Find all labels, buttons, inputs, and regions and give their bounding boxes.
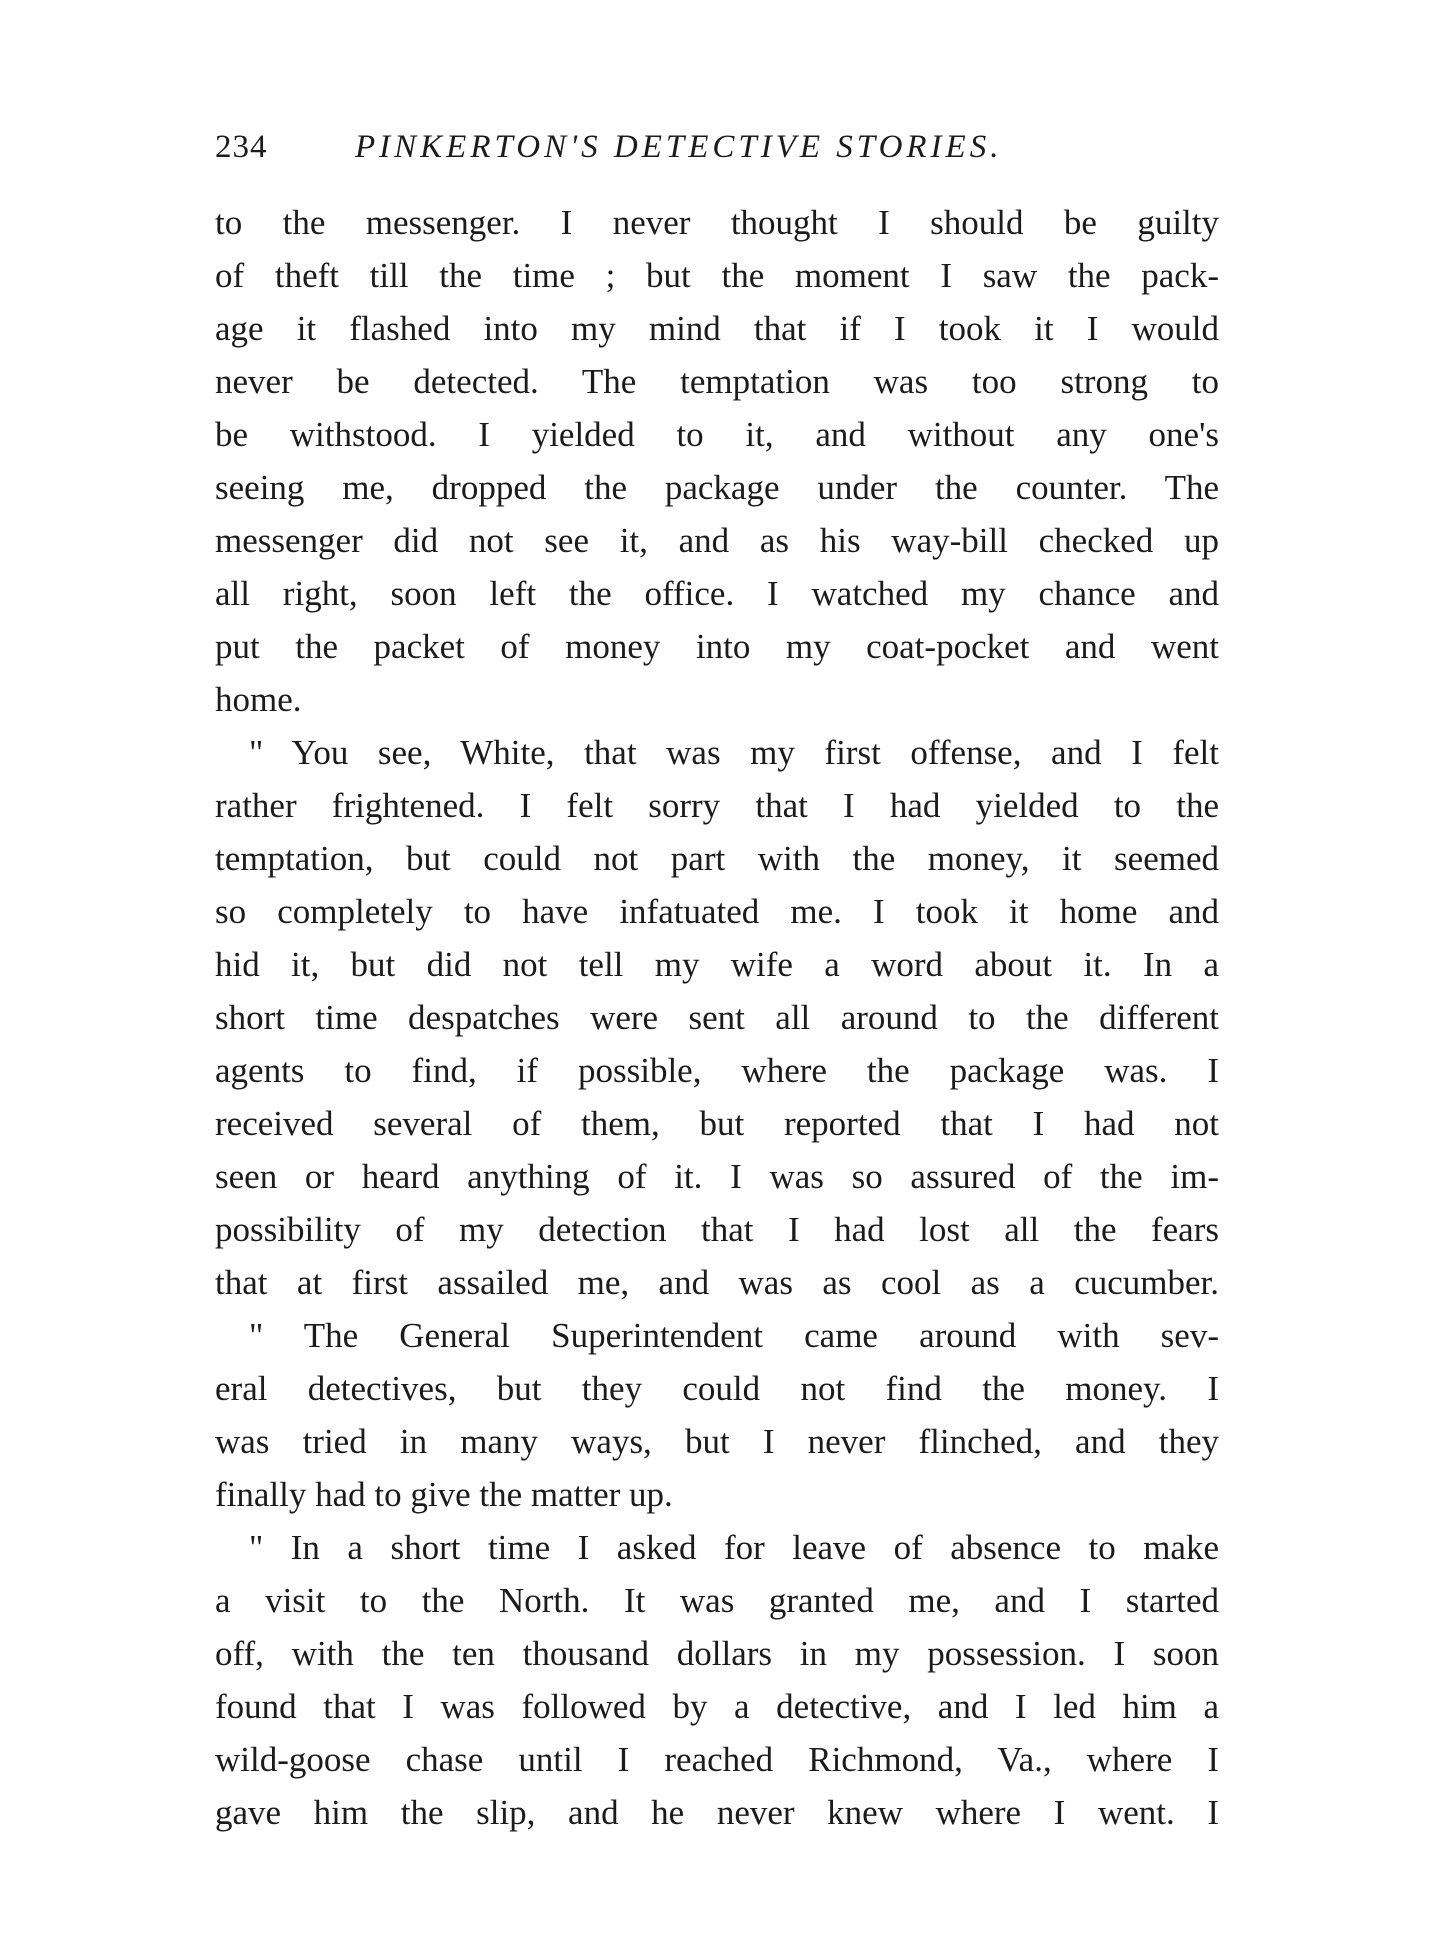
text-line: agents to find, if possible, where the package was. I bbox=[215, 1051, 1219, 1090]
text-line: finally had to give the matter up. bbox=[215, 1475, 673, 1514]
text-line: never be detected. The temptation was too strong to bbox=[215, 362, 1219, 401]
text-line: temptation, but could not part with the money, it seemed bbox=[215, 839, 1219, 878]
text-line: be withstood. I yielded to it, and without any one's bbox=[215, 415, 1219, 454]
text-line: received several of them, but reported that I had not bbox=[215, 1104, 1219, 1143]
text-line: found that I was followed by a detective, and I led him a bbox=[215, 1687, 1219, 1726]
text-line: wild-goose chase until I reached Richmond, Va., where I bbox=[215, 1740, 1219, 1779]
paragraph-3 bbox=[215, 1309, 1219, 1521]
text-line: of theft till the time ; but the moment I saw the pack- bbox=[215, 256, 1219, 295]
text-line: short time despatches were sent all around to the different bbox=[215, 998, 1219, 1037]
text-line: that at first assailed me, and was as cool as a cucumber. bbox=[215, 1263, 1219, 1302]
text-line: messenger did not see it, and as his way-bill checked up bbox=[215, 521, 1219, 560]
text-line: a visit to the North. It was granted me, and I started bbox=[215, 1581, 1219, 1620]
text-line: " You see, White, that was my first offense, and I felt bbox=[249, 733, 1219, 772]
page-number: 234 bbox=[215, 129, 268, 165]
paragraph-2 bbox=[215, 726, 1219, 1309]
text-line: age it flashed into my mind that if I took it I would bbox=[215, 309, 1219, 348]
body-text bbox=[215, 196, 1219, 1839]
running-header bbox=[215, 122, 1075, 172]
text-line: hid it, but did not tell my wife a word about it. In a bbox=[215, 945, 1219, 984]
text-line: so completely to have infatuated me. I took it home and bbox=[215, 892, 1219, 931]
text-line: seen or heard anything of it. I was so assured of the im- bbox=[215, 1157, 1219, 1196]
text-line: rather frightened. I felt sorry that I had yielded to the bbox=[215, 786, 1219, 825]
text-line: home. bbox=[215, 680, 302, 719]
text-line: " The General Superintendent came around with sev- bbox=[249, 1316, 1219, 1355]
text-line: gave him the slip, and he never knew where I went. I bbox=[215, 1793, 1219, 1832]
paragraph-4 bbox=[215, 1521, 1219, 1839]
text-line: put the packet of money into my coat-pocket and went bbox=[215, 627, 1219, 666]
text-line: possibility of my detection that I had lost all the fears bbox=[215, 1210, 1219, 1249]
running-title: PINKERTON'S DETECTIVE STORIES. bbox=[355, 129, 1003, 165]
text-line: was tried in many ways, but I never flinched, and they bbox=[215, 1422, 1219, 1461]
text-line: off, with the ten thousand dollars in my possession. I soon bbox=[215, 1634, 1219, 1673]
text-line: seeing me, dropped the package under the counter. The bbox=[215, 468, 1219, 507]
paragraph-1 bbox=[215, 196, 1219, 726]
text-line: eral detectives, but they could not find the money. I bbox=[215, 1369, 1219, 1408]
text-line: " In a short time I asked for leave of absence to make bbox=[249, 1528, 1219, 1567]
text-line: all right, soon left the office. I watched my chance and bbox=[215, 574, 1219, 613]
text-line: to the messenger. I never thought I should be guilty bbox=[215, 203, 1219, 242]
